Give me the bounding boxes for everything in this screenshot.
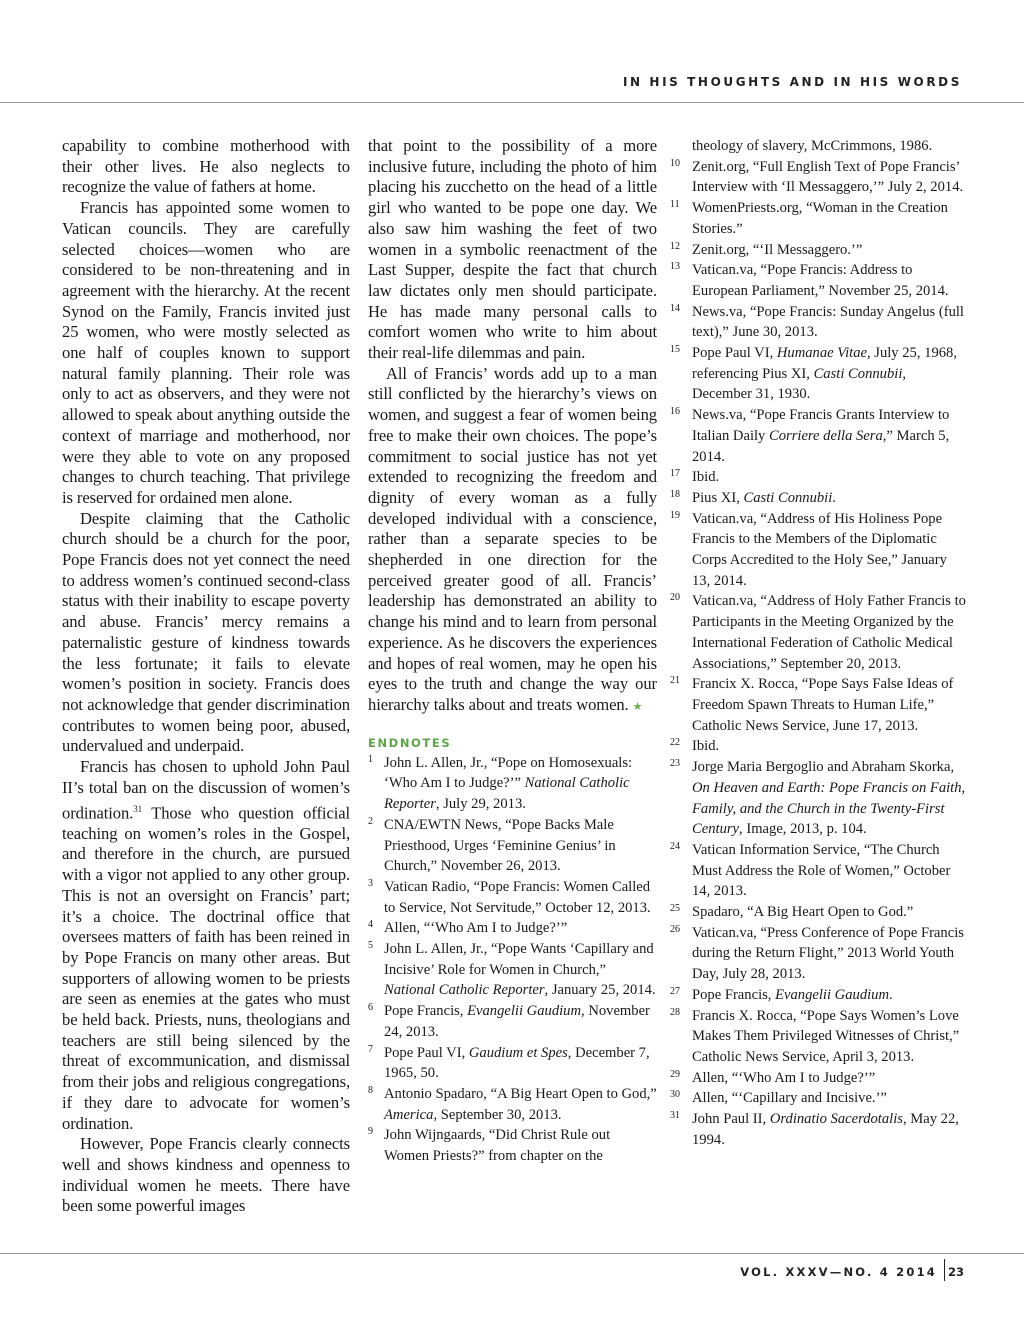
endnote-text: On Heaven and Earth: Pope Francis on Faith, Family, and the Church in the Twenty-First Century [692, 779, 966, 838]
endnote-text: National Catholic Reporter [384, 982, 545, 999]
endnote [670, 343, 966, 405]
endnote-text: Pius XI, [692, 489, 744, 506]
endnote-text: Jorge Maria Bergoglio and Abraham Skorka, [692, 759, 955, 776]
endnote-text: . [889, 986, 893, 1003]
endnote-number: 5 [368, 940, 373, 952]
endnote-text: CNA/EWTN News, “Pope Backs Male Priesthood, Urges ‘Feminine Genius’ in Church,” November 26, 2013. [384, 816, 616, 875]
endnote-number: 16 [670, 406, 680, 418]
endnote-text: , November 24, 2013. [384, 1003, 650, 1040]
endnote-text: Evangelii Gaudium [775, 986, 890, 1003]
endnote-text: , December 7, 1965, 50. [384, 1044, 650, 1082]
endnote-text: Humanae Vitae [776, 345, 867, 362]
body-paragraph: Francis has appointed some women to Vatican councils. They are carefully selected choices—women who are considered to be non-threatening and in agreement with the hierarchy. At the recent Synod on the Family, Francis invited just 25 women, who were mostly selected as one half of couples known to support natural family planning. Their role was only to act as observers, and they were not allowed to speak about anything outside the context of marriage and motherhood, nor were they able to vote on any proposed changes to church teaching. That privilege is reserved for ordained men alone. [62, 198, 350, 507]
endnote-number: 2 [368, 815, 373, 827]
endnote-text: Francis X. Rocca, “Pope Says Women’s Love Makes Them Privileged Witnesses of Christ,” Catholic News Service, April 3, 2013. [692, 1007, 960, 1065]
endnote-text: Ordinatio Sacerdotalis [769, 1111, 903, 1128]
endnote [670, 302, 966, 343]
endnote-text: America [384, 1106, 434, 1123]
endnote-text: , January 25, 2014. [544, 982, 656, 999]
endnote [670, 591, 966, 674]
body-paragraph: capability to combine motherhood with their other lives. He also neglects to recognize the value of fathers at home. [62, 136, 350, 197]
endnote-number: 28 [670, 1006, 680, 1018]
endnote-number: 24 [670, 840, 680, 852]
endnote-text: Pope Francis, [384, 1003, 468, 1020]
endnote-continuation: theology of slavery, McCrimmons, 1986. [692, 138, 933, 154]
endnote-text: Zenit.org, “‘Il Messaggero.’” [692, 241, 863, 258]
endnote [670, 674, 966, 736]
endnote [670, 240, 966, 261]
endnote-number: 30 [670, 1089, 680, 1101]
endnote-text: , December 31, 1930. [692, 365, 907, 403]
endnote-number: 13 [670, 261, 680, 273]
endnote-number: 17 [670, 468, 680, 480]
endnote-number: 4 [368, 919, 373, 931]
top-rule [0, 102, 1024, 103]
column-1 [62, 136, 350, 1217]
endnote-text: Vatican.va, “Press Conference of Pope Francis during the Return Flight,” 2013 World Youth Day, July 28, 2013. [692, 924, 964, 983]
endnote-number: 10 [670, 157, 680, 169]
endnote [368, 1001, 657, 1042]
endnote-number: 31 [670, 1110, 680, 1122]
endnote-text: Vatican.va, “Address of Holy Father Francis to Participants in the Meeting Organized by the International Federation of Catholic Medical Associations,” September 20, 2013. [692, 593, 966, 672]
endnote [670, 198, 966, 239]
endnote-number: 7 [368, 1043, 373, 1055]
endnote [670, 1088, 966, 1109]
endnote-text: Zenit.org, “Full English Text of Pope Francis’ Interview with ‘Il Messaggero,’” July 2, 2014. [692, 158, 964, 196]
endnote-number: 23 [670, 758, 680, 770]
endnote [368, 939, 657, 1001]
endnote [670, 509, 966, 592]
endnote-number: 18 [670, 488, 680, 500]
endnote-text: Corriere della Sera [769, 427, 883, 444]
endnote [670, 902, 966, 923]
endnote-text: Casti Connubii [813, 365, 903, 382]
endnote-text: Ibid. [692, 738, 720, 755]
endnote-text: News.va, “Pope Francis Grants Interview to Italian Daily [692, 407, 950, 444]
endnote-number: 27 [670, 985, 680, 997]
endnote-number: 29 [670, 1068, 680, 1080]
endnote-text: John L. Allen, Jr., “Pope Wants ‘Capillary and Incisive’ Role for Women in Church,” [384, 941, 654, 978]
column-2 [368, 136, 657, 1167]
endnote-text: Vatican.va, “Address of His Holiness Pope Francis to the Members of the Diplomatic Corps Accredited to the Holy See,” January 13, 2014. [692, 510, 947, 589]
endnote-text: WomenPriests.org, “Woman in the Creation Stories.” [692, 200, 948, 237]
body-text: Francis has chosen to uphold John Paul II’s total ban on the discussion of women’s ordination. [62, 757, 350, 823]
endnote-text: Antonio Spadaro, “A Big Heart Open to God,” [384, 1085, 657, 1102]
endnote [670, 157, 966, 198]
body-paragraph: Despite claiming that the Catholic church should be a church for the poor, Pope Francis does not yet connect the need to address women’s continued second-class status with their inability to escape poverty and abuse. Francis’ mercy remains a paternalistic gesture of kindness towards the less fortunate; it fails to elevate women’s position in society. Francis does not acknowledge that gender discrimination contributes to women being poor, abused, undervalued and underpaid. [62, 508, 350, 756]
bottom-rule [0, 1253, 1024, 1254]
endnote [670, 1068, 966, 1089]
endnote-number: 11 [670, 199, 680, 211]
endnote-text: , Image, 2013, p. 104. [739, 821, 867, 838]
endnote-text: Francix X. Rocca, “Pope Says False Ideas of Freedom Spawn Threats to Human Life,” Catholic News Service, June 17, 2013. [692, 676, 954, 734]
endnote-text: . [832, 489, 836, 506]
endnote-text: Vatican.va, “Pope Francis: Address to European Parliament,” November 25, 2014. [692, 262, 949, 299]
endnote-text: News.va, “Pope Francis: Sunday Angelus (full text),” June 30, 2013. [692, 303, 964, 341]
endnote-text: , July 29, 2013. [435, 796, 526, 813]
body-paragraph [62, 757, 350, 1134]
endnote [670, 1006, 966, 1068]
endnote-text: Pope Paul VI, [692, 345, 777, 362]
endnote [368, 1125, 657, 1166]
endnote-text: Pope Francis, [692, 986, 776, 1003]
footer-divider [944, 1259, 945, 1281]
endnote [670, 736, 966, 757]
endnote-text: Ibid. [692, 469, 720, 486]
body-paragraph: However, Pope Francis clearly connects well and shows kindness and openness to individual women he meets. There have been some powerful images [62, 1134, 350, 1216]
endnote-number: 14 [670, 302, 680, 314]
endnote-text: ,” March 5, 2014. [692, 427, 950, 465]
endnotes-list [368, 753, 657, 1167]
endnote-text: Spadaro, “A Big Heart Open to God.” [692, 904, 914, 921]
endnote-text: Vatican Information Service, “The Church Must Address the Role of Women,” October 14, 2013. [692, 841, 951, 900]
endnote-number: 26 [670, 923, 680, 935]
endnote [368, 1084, 657, 1125]
endnote [670, 985, 966, 1006]
endnote-text: , May 22, 1994. [692, 1111, 959, 1148]
endnote-number: 9 [368, 1126, 373, 1138]
note-reference: 31 [133, 803, 143, 814]
endnote-text: , July 25, 1968, referencing Pius XI, [692, 345, 957, 382]
endnote-text: Pope Paul VI, [384, 1044, 469, 1061]
endnote-text: John Wijngaards, “Did Christ Rule out Women Priests?” from chapter on the [384, 1127, 611, 1165]
endnote [670, 488, 966, 509]
endnote [670, 757, 966, 840]
endnotes-heading: ENDNOTES [368, 735, 452, 750]
endnote-text: Gaudium et Spes [468, 1044, 568, 1061]
endnote-text: Casti Connubii [743, 489, 833, 506]
endnote [368, 918, 657, 939]
endnote-number: 15 [670, 344, 680, 356]
issue-label: VOL. XXXV—NO. 4 2014 [740, 1265, 937, 1279]
endnote [368, 753, 657, 815]
endnote [670, 923, 966, 985]
column-3 [670, 136, 966, 1150]
endnote-number: 22 [670, 737, 680, 749]
endnote [368, 877, 657, 918]
body-text: All of Francis’ words add up to a man still conflicted by the hierarchy’s views on women, and suggest a fear of women being free to make their own choices. The pope’s commitment to social justice has not yet extended to recognizing the freedom and dignity of every woman as a fully developed individual with a conscience, rather than a separate species to be shepherded in one direction for the perceived greater good of all. Francis’ leadership has demonstrated an ability to change his mind and to learn from personal experience. As he discovers the experiences and hopes of real women, may he open his eyes to the truth and change the way our hierarchy talks about and treats women. [368, 363, 657, 714]
endnote [670, 405, 966, 467]
endnotes-list [670, 157, 966, 1151]
endnote-number: 1 [368, 753, 373, 765]
endnote-text: , September 30, 2013. [433, 1106, 562, 1123]
endnote [670, 467, 966, 488]
endnote-text: National Catholic Reporter [384, 775, 630, 813]
endnote [368, 1043, 657, 1084]
body-text: Those who question official teaching on women’s roles in the Gospel, and therefore in the church, are pursued with a vigor not applied to any other group. This is not an oversight on Francis’ part; it’s a choice. The doctrinal office that oversees matters of faith has been reined in by Pope Francis on many other areas. But supporters of allowing women to be priests are seen as enemies at the gates who must be held back. Priests, nuns, theologians and teachers are still being silenced by the threat of excommunication, and dismissal from their jobs and religious congregations, if they dare to advocate for women’s ordination. [62, 803, 350, 1133]
endnote [670, 840, 966, 902]
endnote-text: Evangelii Gaudium [467, 1003, 582, 1020]
endnote-text: John L. Allen, Jr., “Pope on Homosexuals: ‘Who Am I to Judge?’” [384, 754, 633, 792]
endnote-number: 3 [368, 877, 373, 889]
endnote-text: Vatican Radio, “Pope Francis: Women Called to Service, Not Servitude,” October 12, 2013. [384, 878, 651, 916]
endnote-number: 21 [670, 675, 680, 687]
end-mark-icon: ★ [632, 700, 643, 713]
endnote [670, 1109, 966, 1150]
endnote-text: Allen, “‘Who Am I to Judge?’” [692, 1069, 876, 1086]
endnote-text: Allen, “‘Who Am I to Judge?’” [384, 920, 568, 937]
endnote-text: John Paul II, [692, 1111, 770, 1128]
endnote [670, 260, 966, 301]
endnote-number: 20 [670, 592, 680, 604]
endnote-text: Allen, “‘Capillary and Incisive.’” [692, 1090, 887, 1107]
endnote-number: 12 [670, 240, 680, 252]
endnote-number: 19 [670, 509, 680, 521]
endnote [368, 815, 657, 877]
endnote-number: 6 [368, 1002, 373, 1014]
page-number: 23 [947, 1265, 964, 1279]
endnote-number: 25 [670, 903, 680, 915]
endnote-number: 8 [368, 1084, 373, 1096]
running-head: IN HIS THOUGHTS AND IN HIS WORDS [622, 75, 962, 89]
body-paragraph: that point to the possibility of a more inclusive future, including the photo of him placing his zucchetto on the head of a little girl who wanted to be pope one day. We also saw him washing the feet of two women in a symbolic reenactment of the Last Supper, despite the fact that church law dictates only men should participate. He has made many personal calls to comfort women who write to him about their real-life dilemmas and pain. [368, 136, 657, 363]
body-paragraph [368, 364, 657, 718]
